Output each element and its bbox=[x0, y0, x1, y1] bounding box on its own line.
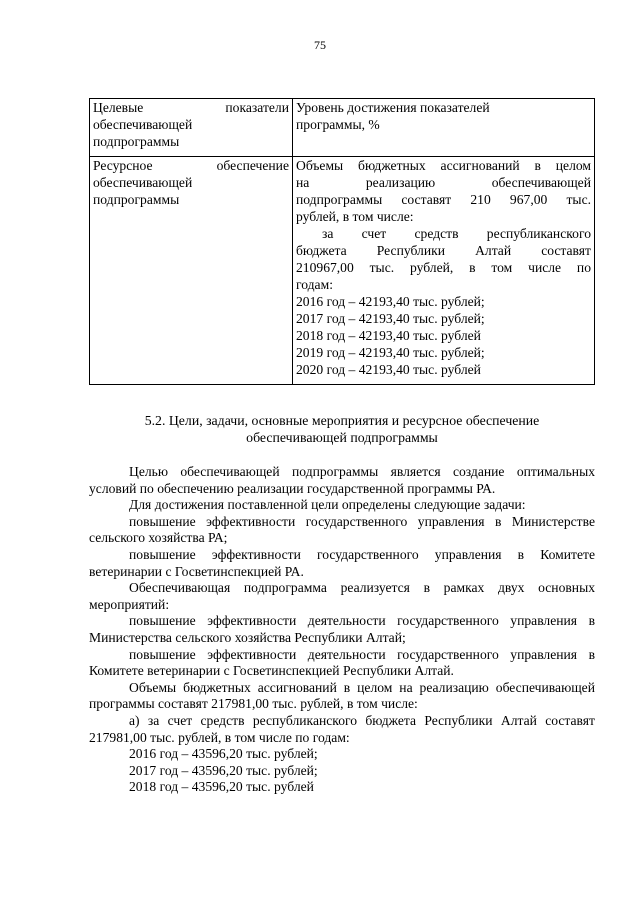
paragraph-tasks-intro: Для достижения поставленной цели определены следующие задачи: bbox=[129, 497, 526, 513]
year-amount-line: 2016 год – 43596,20 тыс. рублей; bbox=[129, 746, 318, 762]
row-right-line: бюджета Республики Алтай составят bbox=[296, 243, 591, 258]
paragraph-budget-total: Объемы бюджетных ассигнований в целом на реализацию обеспечивающей программы составят 217981,00 тыс. рублей, в том числе: bbox=[89, 679, 595, 712]
year-amount-line: 2020 год – 42193,40 тыс. рублей bbox=[296, 362, 481, 377]
paragraph-measure-1: повышение эффективности деятельности государственного управления в Министерства сельского хозяйства Республики Алтай; bbox=[89, 613, 595, 645]
row-left-line: обеспечивающей bbox=[93, 175, 193, 190]
paragraph-task-1: повышение эффективности государственного управления в Министерстве сельского хозяйства РА; bbox=[89, 513, 595, 546]
section-heading bbox=[89, 412, 595, 446]
page-number: 75 bbox=[314, 38, 326, 52]
header-cell-achievement bbox=[293, 99, 595, 157]
year-amount-line: 2019 год – 42193,40 тыс. рублей; bbox=[296, 345, 485, 360]
year-amount-line: 2016 год – 42193,40 тыс. рублей; bbox=[296, 294, 485, 309]
section-heading-line: 5.2. Цели, задачи, основные мероприятия и ресурсное обеспечение bbox=[144, 413, 540, 428]
year-amount-line: 2018 год – 42193,40 тыс. рублей bbox=[296, 328, 481, 343]
header-left-line: подпрограммы bbox=[93, 134, 180, 149]
year-amount-line: 2017 год – 43596,20 тыс. рублей; bbox=[129, 762, 318, 778]
row-right-line: подпрограммы составят 210 967,00 тыс. bbox=[296, 192, 591, 207]
row-left-line: Ресурсное обеспечение bbox=[93, 158, 289, 173]
row-cell-resources-label bbox=[90, 157, 293, 385]
header-right-line: Уровень достижения показателей bbox=[296, 100, 490, 115]
header-left-line: обеспечивающей bbox=[93, 117, 193, 132]
row-right-line: на реализацию обеспечивающей bbox=[296, 175, 591, 190]
header-cell-targets bbox=[90, 99, 293, 157]
year-amount-line: 2018 год – 43596,20 тыс. рублей bbox=[129, 779, 314, 795]
row-right-line: 210967,00 тыс. рублей, в том числе по bbox=[296, 260, 591, 275]
header-left-line: Целевые показатели bbox=[93, 100, 289, 115]
table-header-row bbox=[90, 99, 595, 157]
section-heading-line: обеспечивающей подпрограммы bbox=[246, 430, 438, 445]
row-right-line: Объемы бюджетных ассигнований в целом bbox=[296, 158, 591, 173]
section-body bbox=[89, 464, 595, 796]
table-row-resources bbox=[90, 157, 595, 385]
paragraph-budget-republic: а) за счет средств республиканского бюджета Республики Алтай составят 217981,00 тыс. рублей, в том числе по годам: bbox=[89, 712, 595, 745]
header-right-line: программы, % bbox=[296, 117, 380, 132]
row-right-line: годам: bbox=[296, 277, 333, 292]
row-cell-resources-value bbox=[293, 157, 595, 385]
paragraph-measure-2: повышение эффективности деятельности государственного управления в Комитете ветеринарии с Госветинспекцией Республики Алтай. bbox=[89, 646, 595, 679]
year-amount-line: 2017 год – 42193,40 тыс. рублей; bbox=[296, 311, 485, 326]
paragraph-task-2: повышение эффективности государственного управления в Комитете ветеринарии с Госветинспекцией РА. bbox=[89, 546, 595, 579]
subprogram-summary-table bbox=[89, 98, 595, 385]
row-left-line: подпрограммы bbox=[93, 192, 180, 207]
row-right-line: рублей, в том числе: bbox=[296, 209, 414, 224]
paragraph-goal: Целью обеспечивающей подпрограммы является создание оптимальных условий по обеспечению реализации государственной программы РА. bbox=[89, 464, 595, 496]
row-right-line: за счет средств республиканского bbox=[322, 226, 591, 241]
paragraph-measures-intro: Обеспечивающая подпрограмма реализуется в рамках двух основных мероприятий: bbox=[89, 580, 595, 612]
